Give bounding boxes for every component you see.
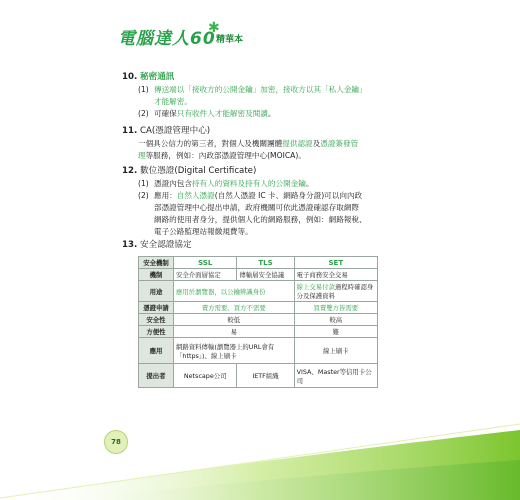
table-row-label: 用途 <box>139 281 174 302</box>
section-number: 12. <box>122 166 138 176</box>
page-number: 78 <box>104 430 128 454</box>
section-title: 安全認證協定 <box>140 240 192 250</box>
item-text-continued: 網路的使用者身分，提供個人化的網路服務，例如：網路報稅、 <box>154 215 367 224</box>
table-row <box>139 269 378 281</box>
text-highlight: 自然人憑證 <box>176 191 215 200</box>
table-row-label: 機制 <box>139 269 174 281</box>
item-number: (2) <box>138 191 149 200</box>
table-row <box>139 314 378 326</box>
section-number: 13. <box>122 240 138 250</box>
table-cell: VISA、Master等信用卡公司 <box>294 364 377 388</box>
item-text: 可確保 <box>154 109 177 118</box>
text-highlight: 持有人的資料及持有人的公開金鑰 <box>191 179 306 188</box>
item-text-continued: 才能解密。 <box>154 97 192 106</box>
item-number: (1) <box>138 179 149 188</box>
item-text: 傳送端以「接收方的公開金鑰」加密，接收方以其「私人金鑰」 <box>154 85 367 94</box>
table-header-cell: SET <box>294 257 377 269</box>
table-cell: IETF組織 <box>237 364 294 388</box>
text-span: (自然人憑證 IC 卡、網路身分證)可以向內政 <box>214 191 363 200</box>
table-header-cell: 安全機制 <box>139 257 174 269</box>
decorative-green-band <box>0 420 520 500</box>
section-number: 10. <box>122 72 138 82</box>
text-highlight: 理 <box>138 151 146 160</box>
table-cell: 易 <box>174 326 295 338</box>
list-item <box>138 108 400 119</box>
logo-subtitle: 精華本 <box>216 35 244 45</box>
table-row <box>139 326 378 338</box>
text-span: 過程時確認身分及保護資料 <box>296 283 374 300</box>
table-cell: 電子商務安全交易 <box>294 269 377 281</box>
text-span: 應用： <box>154 191 177 200</box>
table-cell: 賣方需要、買方不需要 <box>174 302 295 314</box>
section-number: 11. <box>122 126 138 136</box>
list-item <box>138 178 400 189</box>
table-row-label: 安全性 <box>139 314 174 326</box>
table-header-cell: SSL <box>174 257 237 269</box>
table-row <box>139 281 378 302</box>
table-header-row <box>139 257 378 269</box>
text-span: 一個具公信力的第三者，對個人及機關團體 <box>138 139 283 148</box>
table-row-label: 應用 <box>139 338 174 364</box>
text-span: 憑證內包含 <box>154 179 192 188</box>
table-cell: 買賣雙方皆需要 <box>294 302 377 314</box>
text-span: 等服務，例如：內政部憑證管理中心(MOICA)。 <box>145 151 306 160</box>
text-highlight: 提供認證 <box>282 139 313 148</box>
table-cell: 應用於瀏覽器，以公鑰辨識身份 <box>174 281 295 302</box>
table-cell: 難 <box>294 326 377 338</box>
table-row <box>139 338 378 364</box>
table-row <box>139 302 378 314</box>
section-title: 數位憑證(Digital Certificate) <box>140 166 257 176</box>
item-number: (1) <box>138 85 149 94</box>
table-cell: 傳輸層安全協議 <box>237 269 294 281</box>
table-cell: 安全介面層協定 <box>174 269 237 281</box>
list-item <box>138 84 400 95</box>
table-cell: 較高 <box>294 314 377 326</box>
table-cell: Netscape公司 <box>174 364 237 388</box>
item-text-continued: 電子公路監理站報繳規費等。 <box>154 227 253 236</box>
table-cell <box>294 281 377 302</box>
text-highlight: 線上交易付款 <box>296 283 335 291</box>
logo-title: 電腦達人60 <box>118 29 216 49</box>
star-icon: ✱ <box>208 20 220 36</box>
security-protocol-table <box>138 256 378 388</box>
text-highlight: 憑證簽發管 <box>320 139 359 148</box>
list-item <box>138 190 400 201</box>
table-cell: 網路資料傳輸(瀏覽器上的URL會有「https」)、線上刷卡 <box>174 338 295 364</box>
table-cell: 線上刷卡 <box>294 338 377 364</box>
item-text: 。 <box>267 109 276 118</box>
section-text <box>138 138 358 149</box>
text-span: 。 <box>305 179 314 188</box>
table-header-cell: TLS <box>237 257 294 269</box>
table-row-label: 憑證申請 <box>139 302 174 314</box>
table-row-label: 提出者 <box>139 364 174 388</box>
section-title: CA(憑證管理中心) <box>140 126 211 136</box>
section-text <box>138 150 306 161</box>
item-highlight: 只有收件人才能解密及閱讀 <box>176 109 268 118</box>
table-row-label: 方便性 <box>139 326 174 338</box>
table-row <box>139 364 378 388</box>
section-title: 秘密通訊 <box>140 72 175 82</box>
book-logo <box>118 18 268 58</box>
text-span: 及 <box>312 139 321 148</box>
item-text-continued: 部憑證管理中心提出申請，政府機關可依此憑證確認存取網際 <box>154 203 360 212</box>
table-cell: 較低 <box>174 314 295 326</box>
item-number: (2) <box>138 109 149 118</box>
